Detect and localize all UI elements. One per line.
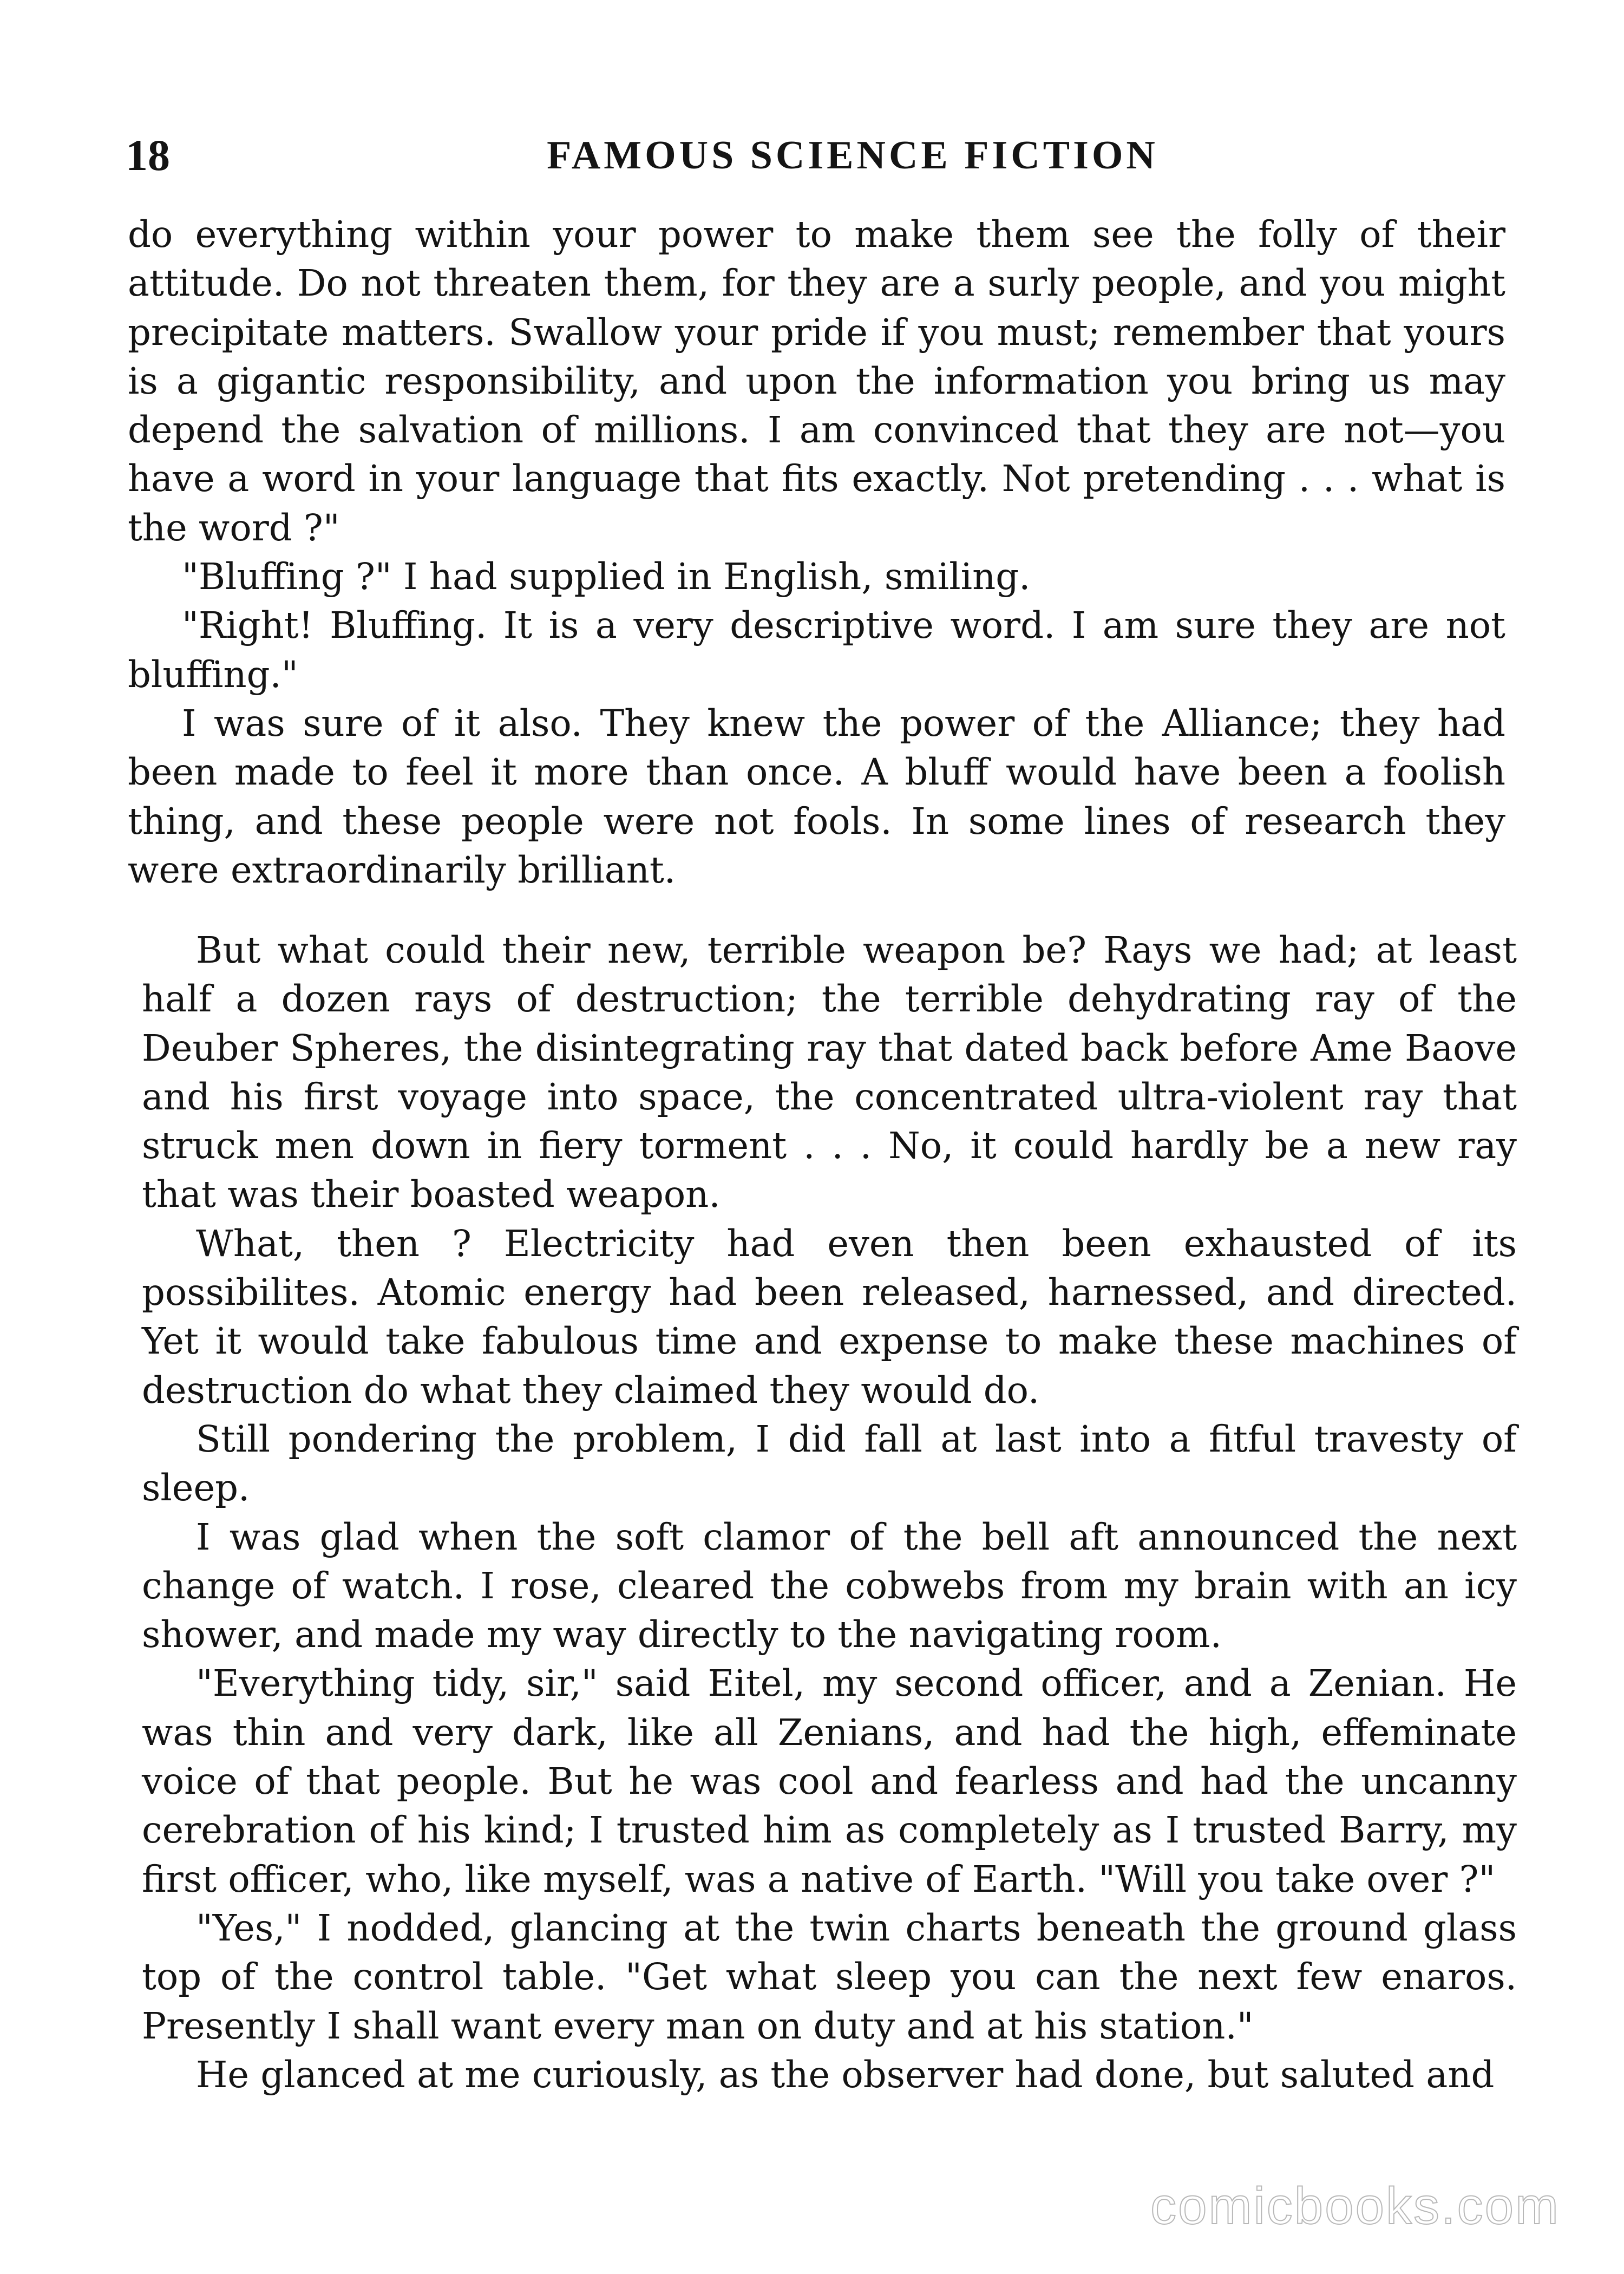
running-title: FAMOUS SCIENCE FICTION	[547, 133, 1158, 178]
paragraph: "Right! Bluffing. It is a very descriptive word. I am sure they are not bluffing."	[128, 604, 1505, 696]
paragraph: do everything within your power to make them see the folly of their attitude. Do not threaten them, for they are a surly people, and you might precipitate matters. Swallow your pride if you must; remember that yours is a gigantic responsibility, and upon the information you bring us may depend the salvation of millions. I am convinced that they are not—you have a word in your language that fits exactly. Not pretending . . . what is the word ?"	[128, 213, 1505, 549]
paragraph: "Bluffing ?" I had supplied in English, smiling.	[182, 556, 1031, 598]
paragraph: "Everything tidy, sir," said Eitel, my second officer, and a Zenian. He was thin and very dark, like all Zenians, and had the high, effeminate voice of that people. But he was cool and fearless and had the uncanny cerebration of his kind; I trusted him as completely as I trusted Barry, my first officer, who, like myself, was a native of Earth. "Will you take over ?"	[142, 1662, 1517, 1900]
paragraph: He glanced at me curiously, as the observer had done, but saluted and	[196, 2053, 1495, 2096]
paragraph: "Yes," I nodded, glancing at the twin charts beneath the ground glass top of the control table. "Get what sleep you can the next few enaros. Presently I shall want every man on duty and at his station."	[142, 1906, 1517, 2047]
paragraph: I was glad when the soft clamor of the bell aft announced the next change of watch. I rose, cleared the cobwebs from my brain with an icy shower, and made my way directly to the navigating room.	[142, 1515, 1517, 1656]
watermark: comicbooks.com	[1150, 2177, 1560, 2235]
body-text-section-1	[128, 210, 1505, 894]
body-text-section-2	[142, 926, 1517, 2099]
paragraph: Still pondering the problem, I did fall at last into a fitful travesty of sleep.	[142, 1417, 1517, 1510]
paragraph: But what could their new, terrible weapon be? Rays we had; at least half a dozen rays of destruction; the terrible dehydrating ray of the Deuber Spheres, the disintegrating ray that dated back before Ame Baove and his first voyage into space, the concentrated ultra-violent ray that struck men down in fiery torment . . . No, it could hardly be a new ray that was their boasted weapon.	[142, 929, 1517, 1216]
page-header	[0, 126, 1624, 185]
paragraph: I was sure of it also. They knew the power of the Alliance; they had been made to feel it more than once. A bluff would have been a foolish thing, and these people were not fools. In some lines of research they were extraordinarily brilliant.	[128, 702, 1505, 891]
page-number: 18	[126, 130, 170, 180]
paragraph: What, then ? Electricity had even then been exhausted of its possibilites. Atomic energy had been released, harnessed, and directed. Yet it would take fabulous time and expense to make these machines of destruction do what they claimed they would do.	[142, 1222, 1517, 1412]
